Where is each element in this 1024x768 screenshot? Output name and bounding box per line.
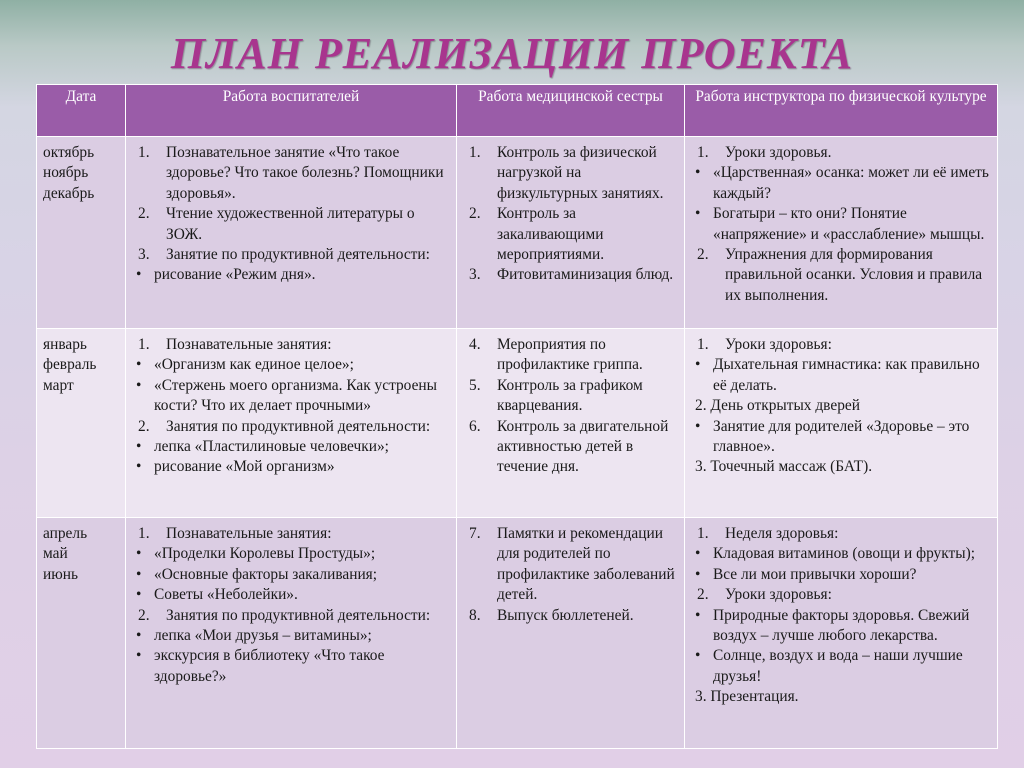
teachers-cell [126, 518, 457, 749]
month: декабрь [43, 184, 95, 202]
list-item: • Природные факторы здоровья. Свежий воздух – лучше любого лекарства. [695, 606, 970, 645]
month: март [43, 376, 74, 394]
list-item: 2. Занятия по продуктивной деятельности: [138, 417, 431, 435]
list-item: 8. Выпуск бюллетеней. [469, 606, 634, 624]
table-row [37, 518, 998, 749]
table-row [37, 137, 998, 329]
list-item: • Солнце, воздух и вода – наши лучшие друзья! [695, 647, 963, 685]
list-item: 2. Упражнения для формирования правильной осанки. Условия и правила их выполнения. [697, 246, 983, 304]
list-item: 1. Уроки здоровья: [697, 336, 832, 353]
list-item: 6. Контроль за двигательной активностью детей в течение дня. [469, 417, 669, 476]
list-item: 1. Познавательное занятие «Что такое здоровье? Что такое болезнь? Помощники здоровья». [138, 144, 444, 202]
month: май [43, 545, 68, 563]
date-cell [37, 137, 126, 329]
month: ноябрь [43, 164, 89, 182]
nurse-cell [457, 137, 685, 329]
list-item: 3. Занятие по продуктивной деятельности: [138, 246, 430, 264]
instructor-cell [685, 329, 998, 518]
list-item: • лепка «Пластилиновые человечки»; [136, 438, 389, 456]
list-item: • «Царственная» осанка: может ли её иметь каждый? [695, 164, 989, 202]
list-item: • «Проделки Королевы Простуды»; [136, 545, 376, 563]
month: февраль [43, 356, 97, 374]
header-row [37, 85, 998, 137]
list-item: • Советы «Неболейки». [136, 586, 298, 604]
date-cell [37, 518, 126, 749]
month: апрель [43, 525, 88, 542]
list-item: 5. Контроль за графиком кварцевания. [469, 376, 643, 415]
instructor-cell [685, 137, 998, 329]
list-item: 1. Познавательные занятия: [138, 336, 332, 353]
list-item: 3. Фитовитаминизация блюд. [469, 266, 674, 284]
table-row [37, 329, 998, 518]
list-item: 2. День открытых дверей [695, 397, 860, 415]
month: июнь [43, 565, 78, 583]
list-item: 2. Уроки здоровья: [697, 586, 832, 604]
month: январь [43, 336, 87, 353]
list-item: • рисование «Режим дня». [136, 266, 316, 284]
list-item: 1. Познавательные занятия: [138, 525, 332, 542]
list-item: 3. Презентация. [695, 688, 799, 706]
list-item: • Богатыри – кто они? Понятие «напряжение» и «расслабление» мышцы. [695, 205, 985, 243]
nurse-cell [457, 329, 685, 518]
header-instructor: Работа инструктора по физической культуре [685, 85, 998, 137]
teachers-cell [126, 137, 457, 329]
instructor-cell [685, 518, 998, 749]
list-item: • Дыхательная гимнастика: как правильно её делать. [695, 356, 980, 394]
list-item: 3. Точечный массаж (БАТ). [695, 458, 873, 476]
plan-table [36, 84, 998, 749]
list-item: • Занятие для родителей «Здоровье – это главное». [695, 417, 970, 456]
page-title: ПЛАН РЕАЛИЗАЦИИ ПРОЕКТА [170, 29, 854, 78]
header-date: Дата [37, 85, 126, 137]
list-item: 4. Мероприятия по профилактике гриппа. [469, 336, 643, 374]
list-item: 7. Памятки и рекомендации для родителей по профилактике заболеваний детей. [469, 525, 675, 604]
list-item: • рисование «Мой организм» [136, 458, 335, 476]
list-item: 2. Занятия по продуктивной деятельности: [138, 606, 431, 624]
list-item: • «Основные факторы закаливания; [136, 565, 378, 583]
list-item: • «Стержень моего организма. Как устроены кости? Что их делает прочными» [136, 376, 437, 415]
list-item: 2. Чтение художественной литературы о ЗОЖ. [138, 205, 415, 243]
date-cell [37, 329, 126, 518]
list-item: • Все ли мои привычки хороши? [695, 565, 917, 583]
list-item: • экскурсия в библиотеку «Что такое здоровье?» [136, 647, 385, 685]
list-item: 1. Уроки здоровья. [697, 144, 832, 161]
list-item: • «Организм как единое целое»; [136, 356, 354, 374]
list-item: 1. Неделя здоровья: [697, 525, 839, 542]
list-item: 2. Контроль за закаливающими мероприятиями. [469, 205, 605, 264]
header-nurse: Работа медицинской сестры [457, 85, 685, 137]
teachers-cell [126, 329, 457, 518]
list-item: 1. Контроль за физической нагрузкой на физкультурных занятиях. [469, 144, 664, 202]
header-teachers: Работа воспитателей [126, 85, 457, 137]
list-item: • Кладовая витаминов (овощи и фрукты); [695, 545, 975, 563]
month: октябрь [43, 144, 95, 161]
list-item: • лепка «Мои друзья – витамины»; [136, 627, 372, 645]
nurse-cell [457, 518, 685, 749]
